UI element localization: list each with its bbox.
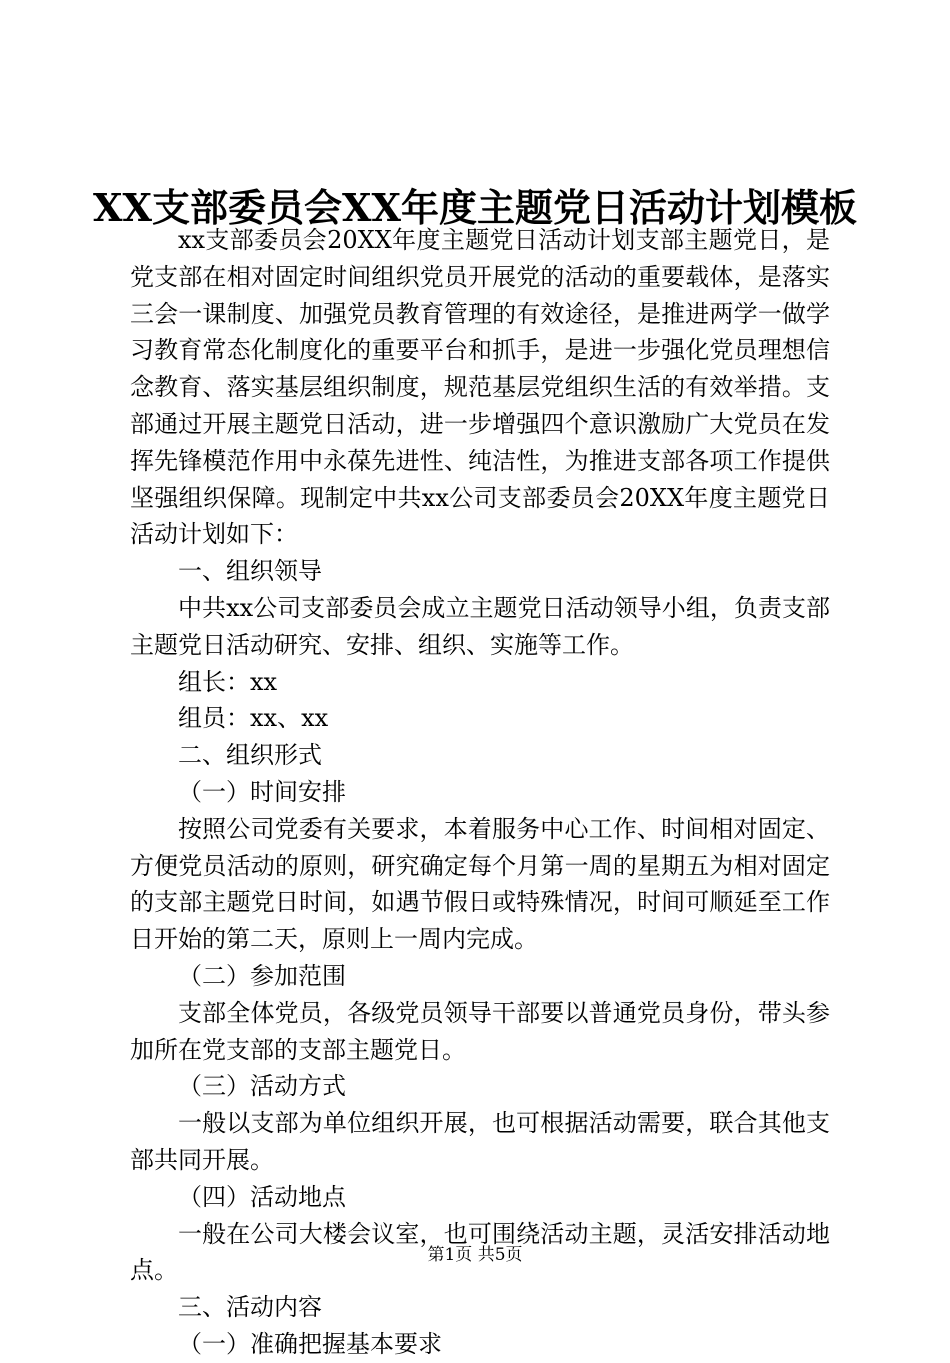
paragraph-group-members: 组员：xx、xx bbox=[178, 704, 329, 733]
paragraph-time-arrangement: 按照公司党委有关要求，本着服务中心工作、时间相对固定、方便党员活动的原则，研究确定每个月第一周的星期五为相对固定的支部主题党日时间，如遇节假日或特殊情况，时间可顺延至工作日开始的第二天，原则上一周内完成。 bbox=[130, 814, 830, 954]
paragraph-leadership-group: 中共xx公司支部委员会成立主题党日活动领导小组，负责支部主题党日活动研究、安排、组织、实施等工作。 bbox=[130, 593, 830, 659]
document-title: XX支部委员会XX年度主题党日活动计划模板 bbox=[93, 185, 857, 230]
paragraph-intro: xx支部委员会20XX年度主题党日活动计划支部主题党日，是党支部在相对固定时间组织党员开展党的活动的重要载体，是落实三会一课制度、加强党员教育管理的有效途径，是推进两学一做学习教育常态化制度化的重要平台和抓手，是进一步强化党员理想信念教育、落实基层组织制度，规范基层党组织生活的有效举措。支部通过开展主题党日活动，进一步增强四个意识激励广大党员在发挥先锋模范作用中永葆先进性、纯洁性，为推进支部各项工作提供坚强组织保障。现制定中共xx公司支部委员会20XX年度主题党日活动计划如下： bbox=[130, 226, 830, 549]
heading-organization-leadership: 一、组织领导 bbox=[178, 557, 322, 586]
subheading-basic-requirements: （一）准确把握基本要求 bbox=[178, 1329, 442, 1358]
subheading-activity-method: （三）活动方式 bbox=[178, 1072, 346, 1101]
document-body bbox=[130, 222, 830, 1363]
subheading-time-arrangement: （一）时间安排 bbox=[178, 777, 346, 806]
subheading-activity-location: （四）活动地点 bbox=[178, 1182, 346, 1211]
paragraph-activity-method: 一般以支部为单位组织开展，也可根据活动需要，联合其他支部共同开展。 bbox=[130, 1109, 830, 1174]
heading-organization-form: 二、组织形式 bbox=[178, 741, 322, 770]
heading-activity-content: 三、活动内容 bbox=[178, 1293, 322, 1322]
paragraph-participation-scope: 支部全体党员，各级党员领导干部要以普通党员身份，带头参加所在党支部的支部主题党日。 bbox=[130, 998, 830, 1064]
page-number-footer: 第1页 共5页 bbox=[427, 1245, 523, 1265]
paragraph-activity-location: 一般在公司大楼会议室，也可围绕活动主题，灵活安排活动地点。 bbox=[130, 1219, 830, 1285]
paragraph-group-leader: 组长：xx bbox=[178, 667, 278, 696]
subheading-participation-scope: （二）参加范围 bbox=[178, 961, 346, 990]
